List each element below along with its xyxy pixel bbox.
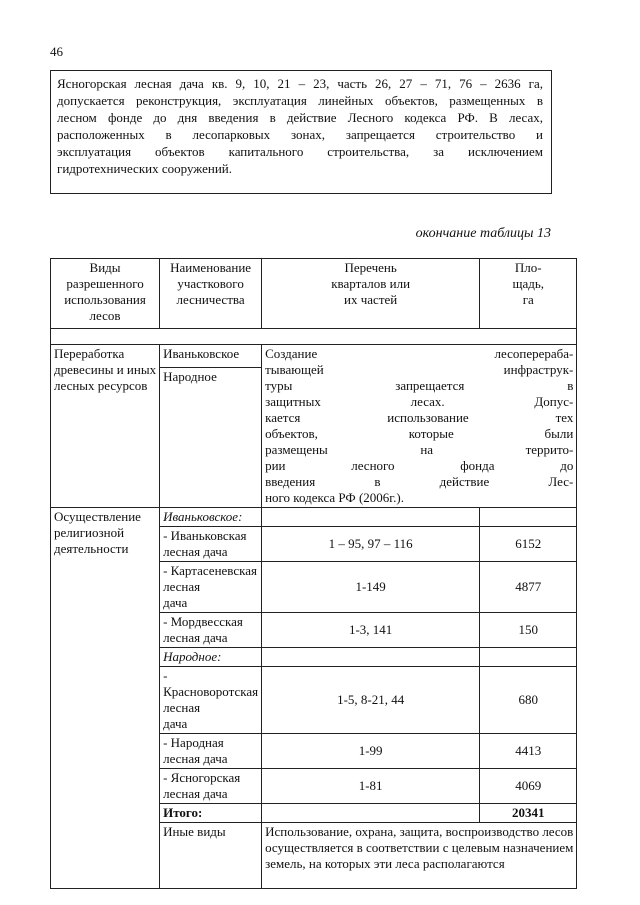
- top-text-line: расположенных в лесопарковых зонах, запрещается строительство и: [57, 127, 543, 142]
- dacha-name: - Красноворотская лесная дача: [160, 667, 262, 734]
- total-label: Итого:: [160, 804, 262, 823]
- empty-cell: [480, 508, 577, 527]
- dacha-name: - Картасеневская лесная дача: [160, 562, 262, 613]
- dacha-name: - Мордвесская лесная дача: [160, 613, 262, 648]
- top-text-line: допускается реконструкция, эксплуатация линейных объектов, размещенных в: [57, 93, 543, 108]
- forest-use-table: [50, 258, 577, 889]
- quarters-value: 1-99: [262, 734, 480, 769]
- group-label-ivankovskoe: Иваньковское:: [160, 508, 262, 527]
- total-area: 20341: [480, 804, 577, 823]
- forestry-narodnoe: Народное: [160, 368, 262, 508]
- processing-note: Создание лесоперераба- тывающей инфраструк- туры запрещается в защитных лесах. Допус- кается использование тех объектов, которые были размещены на террито- рии лесного фонда до введения в действие Лес- ного кодекса РФ (2006г.).: [262, 345, 577, 508]
- quarters-value: 1-81: [262, 769, 480, 804]
- table-row: [51, 508, 577, 527]
- use-type-religious: Осуществление религиозной деятельности: [51, 508, 160, 889]
- area-value: 6152: [480, 527, 577, 562]
- table-caption: окончание таблицы 13: [415, 226, 551, 241]
- other-use-text: Использование, охрана, защита, воспроизводство лесов осуществляется в соответствии с целевым назначением земель, на которых эти леса располагаются: [262, 823, 577, 889]
- empty-cell: [262, 804, 480, 823]
- header-area: Пло- щадь, га: [480, 259, 577, 329]
- top-text-line: Ясногорская лесная дача кв. 9, 10, 21 – 23, часть 26, 27 – 71, 76 – 2636 га,: [57, 76, 543, 91]
- forestry-ivankovskoe: Иваньковское: [160, 345, 262, 368]
- quarters-value: 1-5, 8-21, 44: [262, 667, 480, 734]
- empty-cell: [480, 648, 577, 667]
- quarters-value: 1 – 95, 97 – 116: [262, 527, 480, 562]
- table-header-row: [51, 259, 577, 329]
- area-value: 680: [480, 667, 577, 734]
- dacha-name: - Иваньковская лесная дача: [160, 527, 262, 562]
- table-spacer-row: [51, 329, 577, 345]
- top-text-line: гидротехнических сооружений.: [57, 161, 232, 176]
- header-forestry-name: Наименование участкового лесничества: [160, 259, 262, 329]
- area-value: 4877: [480, 562, 577, 613]
- spacer-cell: [51, 329, 577, 345]
- area-value: 4069: [480, 769, 577, 804]
- group-label-narodnoe: Народное:: [160, 648, 262, 667]
- page-number: 46: [50, 44, 63, 59]
- empty-cell: [262, 648, 480, 667]
- dacha-name: - Народная лесная дача: [160, 734, 262, 769]
- quarters-value: 1-149: [262, 562, 480, 613]
- area-value: 150: [480, 613, 577, 648]
- dacha-name: - Ясногорская лесная дача: [160, 769, 262, 804]
- top-text-box: [50, 70, 552, 194]
- area-value: 4413: [480, 734, 577, 769]
- quarters-value: 1-3, 141: [262, 613, 480, 648]
- table-row: [51, 345, 577, 368]
- top-text-line: эксплуатация объектов капитального строительства, за исключением: [57, 144, 543, 159]
- empty-cell: [262, 508, 480, 527]
- header-quarters: Перечень кварталов или их частей: [262, 259, 480, 329]
- header-use-type: Виды разрешенного использования лесов: [51, 259, 160, 329]
- use-type-processing: Переработка древесины и иных лесных ресурсов: [51, 345, 160, 508]
- use-type-other: Иные виды: [160, 823, 262, 889]
- top-text-line: лесном фонде до дня введения в действие Лесного кодекса РФ. В лесах,: [57, 110, 543, 125]
